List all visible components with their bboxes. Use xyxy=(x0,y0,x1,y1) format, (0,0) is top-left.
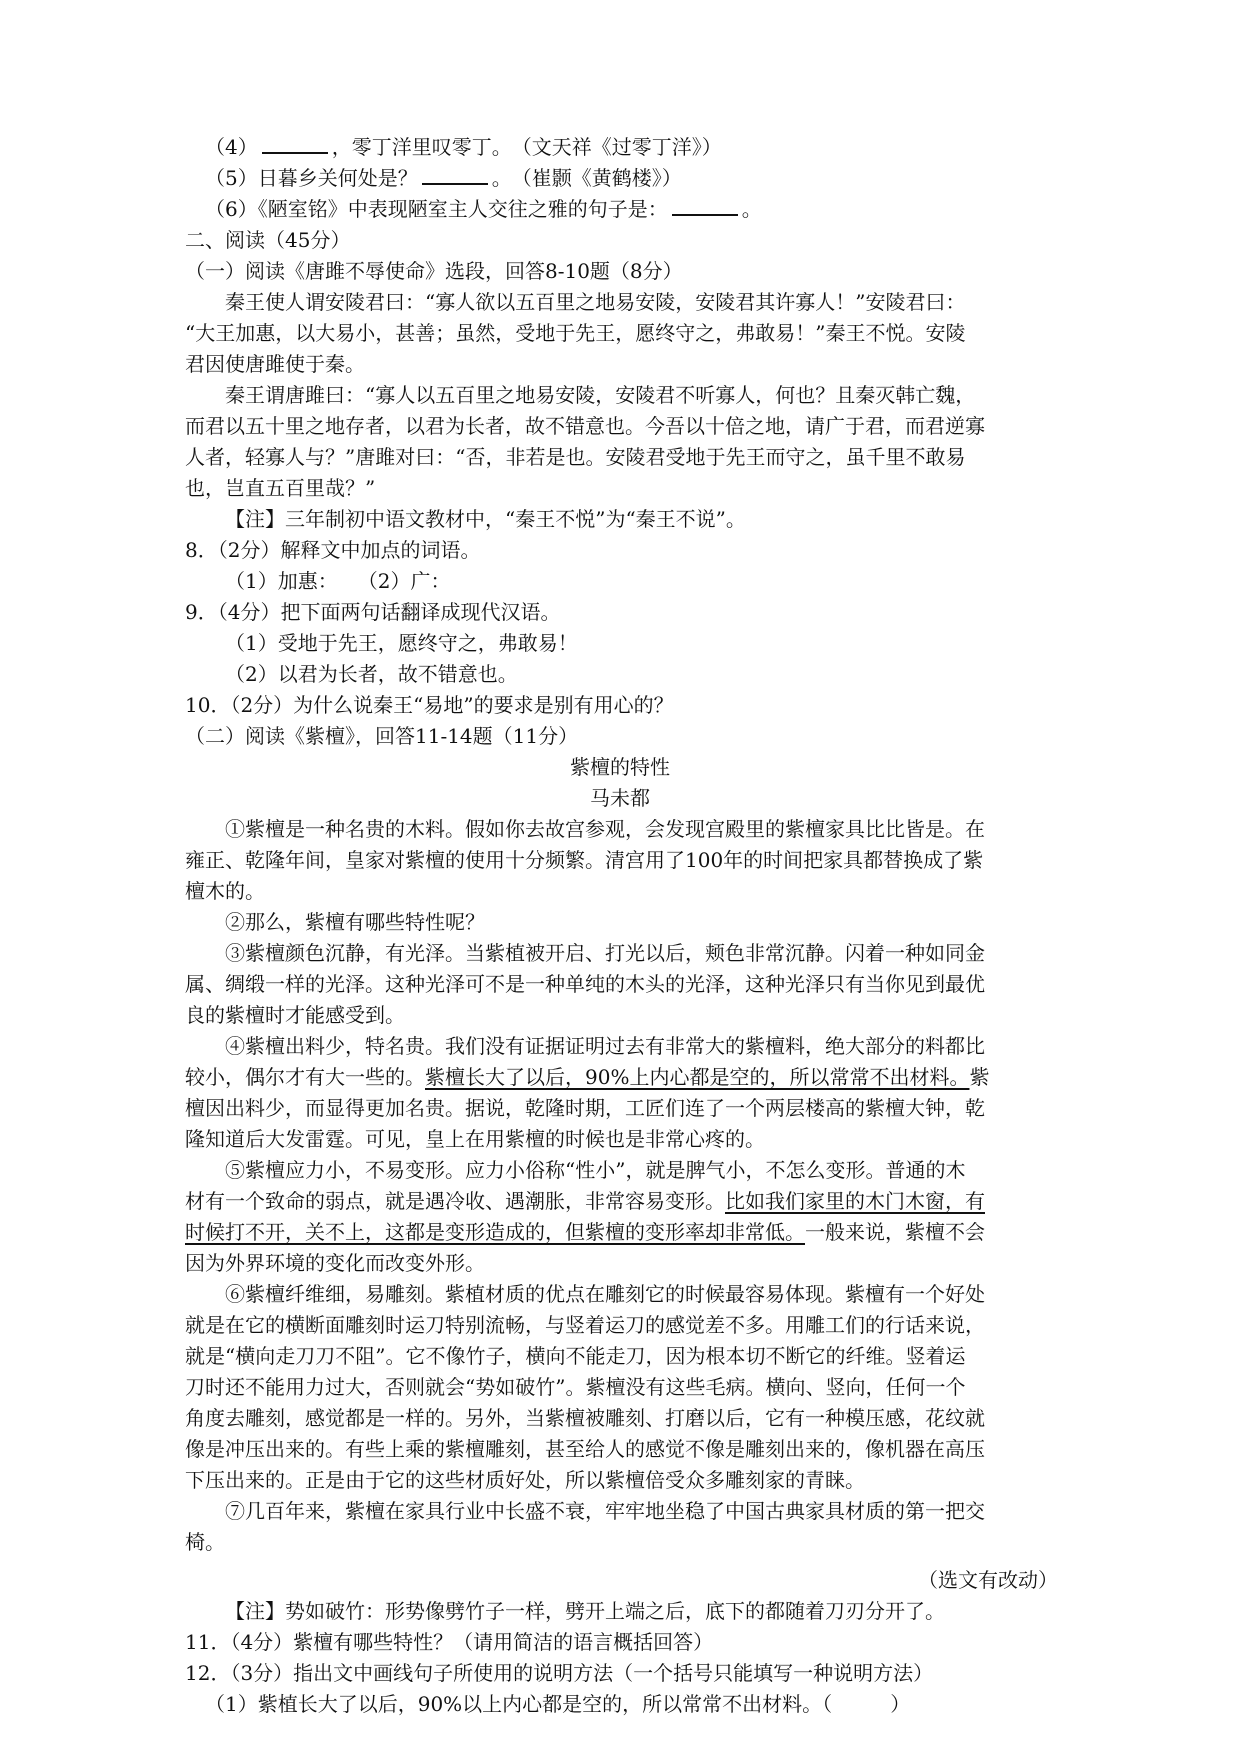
passage1-line: 秦王谓唐雎曰：“寡人以五百里之地易安陵，安陵君不听寡人，何也？且秦灭韩亡魏， xyxy=(225,383,976,407)
question-12-item-1-close: ） xyxy=(890,1692,911,1716)
article-text: 材有一个致命的弱点，就是遇冷收、遇潮胀，非常容易变形。 xyxy=(185,1189,725,1213)
article-line: 角度去雕刻，感觉都是一样的。另外，当紫檀被雕刻、打磨以后，它有一种模压感，花纹就 xyxy=(185,1406,985,1430)
question-9-item-1: （1）受地于先王，愿终守之，弗敢易！ xyxy=(225,631,578,655)
section-heading-reading: 二、阅读（45分） xyxy=(185,228,351,252)
question-8-items: （1）加惠： （2）广： xyxy=(225,569,451,593)
article-line: 檀因出料少，而显得更加名贵。据说，乾隆时期，工匠们连了一个两层楼高的紫檀大钟，乾 xyxy=(185,1096,985,1120)
article-line: ①紫檀是一种名贵的木料。假如你去故宫参观，会发现宫殿里的紫檀家具比比皆是。在 xyxy=(225,817,985,841)
article-title: 紫檀的特性 xyxy=(570,755,670,779)
article-line: ④紫檀出料少，特名贵。我们没有证据证明过去有非常大的紫檀料，绝大部分的料都比 xyxy=(225,1034,985,1058)
article-line: ②那么，紫檀有哪些特性呢？ xyxy=(225,910,485,934)
article-line: ⑦几百年来，紫檀在家具行业中长盛不衰，牢牢地坐稳了中国古典家具材质的第一把交 xyxy=(225,1499,985,1523)
article-note: 【注】势如破竹：形势像劈竹子一样，劈开上端之后，底下的都随着刀刃分开了。 xyxy=(225,1599,945,1623)
part1-heading: （一）阅读《唐雎不辱使命》选段，回答8-10题（8分） xyxy=(185,259,683,283)
part2-heading: （二）阅读《紫檀》，回答11-14题（11分） xyxy=(185,724,579,748)
article-author: 马未都 xyxy=(590,786,650,810)
source-note: （选文有改动） xyxy=(918,1568,1058,1592)
question-12: 12．（3分）指出文中画线句子所使用的说明方法（一个括号只能填写一种说明方法） xyxy=(185,1661,934,1685)
article-text: 较小，偶尔才有大一些的。 xyxy=(185,1065,425,1089)
article-line: 良的紫檀时才能感受到。 xyxy=(185,1003,405,1027)
answer-blank-6[interactable] xyxy=(672,196,738,216)
question-12-item-1-text: （1）紫植长大了以后，90%以上内心都是空的，所以常常不出材料。（ xyxy=(205,1692,833,1716)
article-line xyxy=(185,1062,989,1092)
passage1-line: 人者，轻寡人与？”唐雎对曰：“否，非若是也。安陵君受地于先王而守之，虽千里不敢易 xyxy=(185,445,966,469)
article-line: 刀时还不能用力过大，否则就会“势如破竹”。紫檀没有这些毛病。横向、竖向，任何一个 xyxy=(185,1375,966,1399)
article-line: 下压出来的。正是由于它的这些材质好处，所以紫檀倍受众多雕刻家的青睐。 xyxy=(185,1468,865,1492)
fill-line-4-suffix: ，零丁洋里叹零丁。 （文天祥《过零丁洋》） xyxy=(331,135,722,159)
article-line: 就是“横向走刀刀不阻”。它不像竹子，横向不能走刀，因为根本切不断它的纤维。竖着运 xyxy=(185,1344,966,1368)
passage1-line: 君因使唐雎使于秦。 xyxy=(185,352,365,376)
answer-blank-4[interactable] xyxy=(262,134,328,154)
answer-blank-5[interactable] xyxy=(422,165,488,185)
article-line: ⑤紫檀应力小，不易变形。应力小俗称“性小”，就是脾气小，不怎么变形。普通的木 xyxy=(225,1158,966,1182)
article-line: 因为外界环境的变化而改变外形。 xyxy=(185,1251,485,1275)
underlined-sentence-2-cont: 时候打不开，关不上，这都是变形造成的，但紫檀的变形率却非常低。 xyxy=(185,1220,805,1244)
article-text: 一般来说，紫檀不会 xyxy=(805,1220,985,1244)
article-line: 椅。 xyxy=(185,1530,225,1554)
article-line xyxy=(185,1217,985,1247)
question-9: 9．（4分）把下面两句话翻译成现代汉语。 xyxy=(185,600,561,624)
fill-line-5-prefix: （5）日暮乡关何处是？ xyxy=(205,166,418,190)
passage1-line: 秦王使人谓安陵君曰：“寡人欲以五百里之地易安陵，安陵君其许寡人！”安陵君曰： xyxy=(225,290,966,314)
fill-line-4 xyxy=(205,132,722,162)
article-line: 属、绸缎一样的光泽。这种光泽可不是一种单纯的木头的光泽，这种光泽只有当你见到最优 xyxy=(185,972,985,996)
underlined-sentence-2: 比如我们家里的木门木窗，有 xyxy=(725,1189,985,1213)
question-11: 11．（4分）紫檀有哪些特性？（请用简洁的语言概括回答） xyxy=(185,1630,714,1654)
question-10: 10．（2分）为什么说秦王“易地”的要求是别有用心的？ xyxy=(185,693,674,717)
article-line xyxy=(185,1186,985,1216)
fill-line-5 xyxy=(205,163,682,193)
question-12-item-1 xyxy=(205,1689,910,1719)
article-line: 檀木的。 xyxy=(185,879,265,903)
passage1-line: 也，岂直五百里哉？” xyxy=(185,476,376,500)
article-line: 隆知道后大发雷霆。可见，皇上在用紫檀的时候也是非常心疼的。 xyxy=(185,1127,765,1151)
fill-line-5-suffix: 。 （崔颢《黄鹤楼》） xyxy=(491,166,682,190)
underlined-sentence-1: 紫檀长大了以后，90%上内心都是空的，所以常常不出材料。 xyxy=(425,1065,970,1089)
question-8: 8．（2分）解释文中加点的词语。 xyxy=(185,538,481,562)
fill-line-4-prefix: （4） xyxy=(205,135,258,159)
fill-line-6 xyxy=(205,194,762,224)
article-line: 像是冲压出来的。有些上乘的紫檀雕刻，甚至给人的感觉不像是雕刻出来的，像机器在高压 xyxy=(185,1437,985,1461)
passage1-line: “大王加惠，以大易小，甚善；虽然，受地于先王，愿终守之，弗敢易！”秦王不悦。安陵 xyxy=(185,321,966,345)
article-line: 就是在它的横断面雕刻时运刀特别流畅，与竖着运刀的感觉差不多。用雕工们的行话来说， xyxy=(185,1313,985,1337)
passage1-note: 【注】三年制初中语文教材中，“秦王不悦”为“秦王不说”。 xyxy=(225,507,746,531)
fill-line-6-suffix: 。 xyxy=(741,197,762,221)
fill-line-6-prefix: （6）《陋室铭》中表现陋室主人交往之雅的句子是： xyxy=(205,197,668,221)
article-line: ③紫檀颜色沉静，有光泽。当紫植被开启、打光以后，颊色非常沉静。闪着一种如同金 xyxy=(225,941,985,965)
question-9-item-2: （2）以君为长者，故不错意也。 xyxy=(225,662,518,686)
article-line: 雍正、乾隆年间，皇家对紫檀的使用十分频繁。清宫用了100年的时间把家具都替换成了紫 xyxy=(185,848,984,872)
article-line: ⑥紫檀纤维细，易雕刻。紫植材质的优点在雕刻它的时候最容易体现。紫檀有一个好处 xyxy=(225,1282,985,1306)
article-text: 紫 xyxy=(969,1065,990,1089)
passage1-line: 而君以五十里之地存者，以君为长者，故不错意也。今吾以十倍之地，请广于君，而君逆寡 xyxy=(185,414,985,438)
